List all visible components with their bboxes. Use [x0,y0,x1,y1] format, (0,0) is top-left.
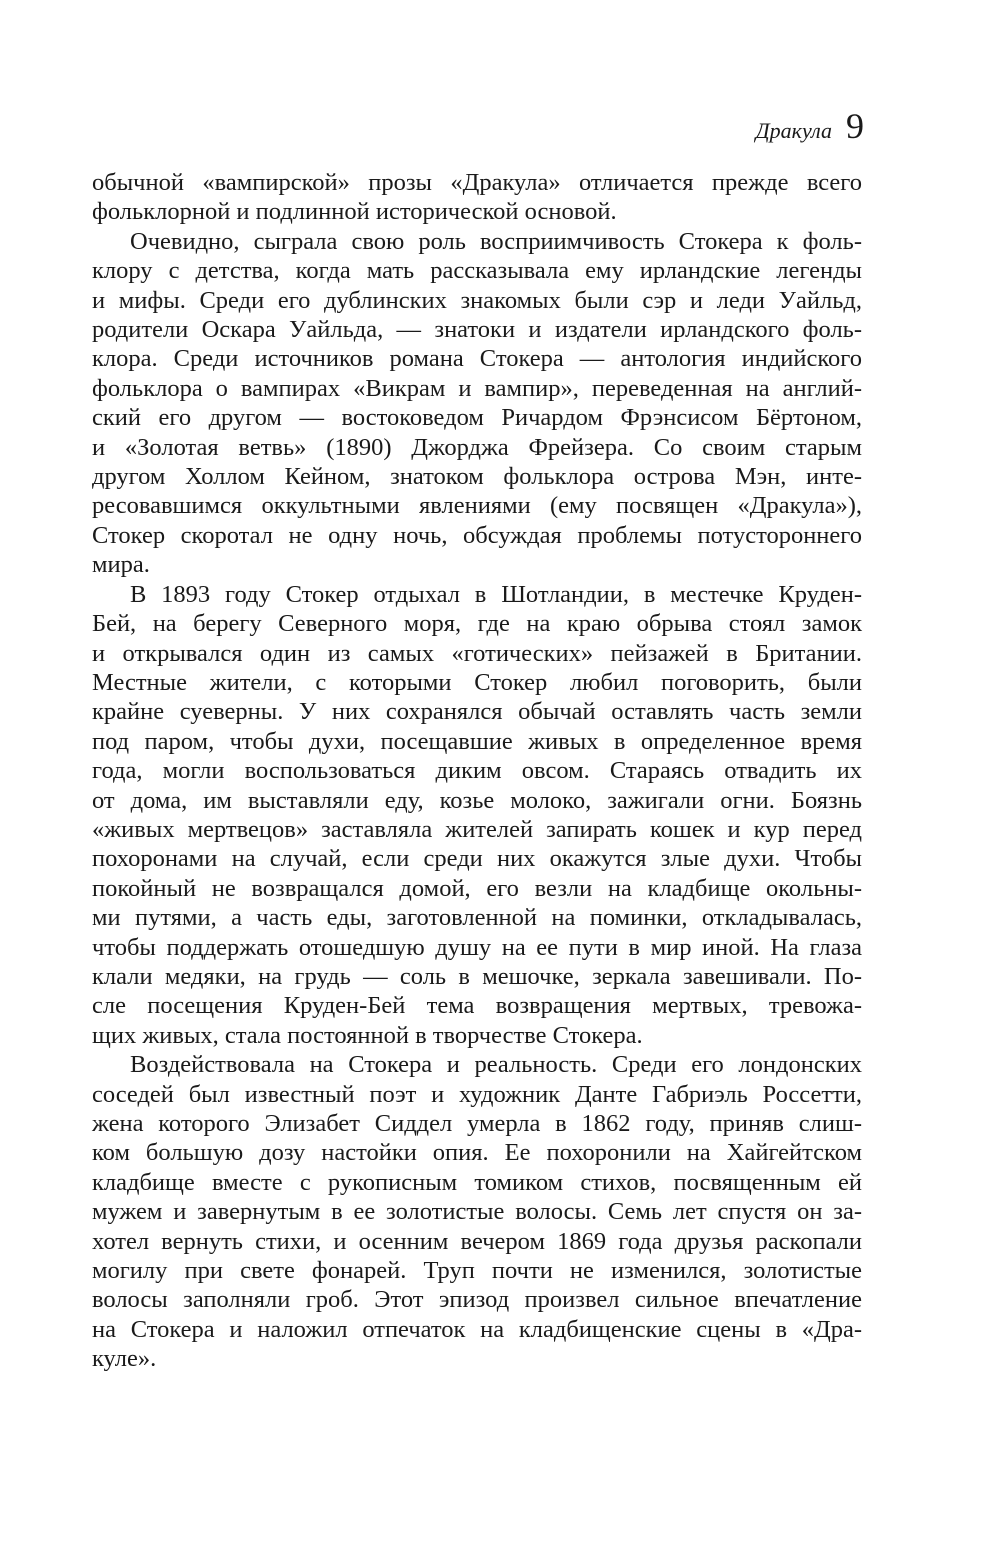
text-line: и «Золотая ветвь» (1890) Джорджа Фрейзера. Со своим старым [92,433,862,461]
paragraph [92,227,862,580]
text-line: под паром, чтобы духи, посещавшие живых в определенное время [92,727,862,755]
text-line: соседей был известный поэт и художник Данте Габриэль Россетти, [92,1080,862,1108]
text-line: сле посещения Круден-Бей тема возвращения мертвых, тревожа- [92,992,862,1020]
paragraph [92,1050,862,1373]
text-line: куле». [92,1345,157,1373]
text-line: ский его другом — востоковедом Ричардом Фрэнсисом Бёртоном, [92,404,862,432]
text-line: мира. [92,551,150,579]
text-line: от дома, им выставляли еду, козье молоко, зажигали огни. Боязнь [92,786,862,814]
text-line: могилу при свете фонарей. Труп почти не изменился, золотистые [92,1257,862,1285]
text-line: клора. Среди источников романа Стокера — антология индийского [92,345,862,373]
text-line: и открывался один из самых «готических» пейзажей в Британии. [92,639,862,667]
running-head [756,108,864,144]
text-line: ресовавшимся оккультными явлениями (ему посвящен «Дракула»), [92,492,862,520]
paragraph [92,168,862,227]
text-line: мужем и завернутым в ее золотистые волосы. Семь лет спустя он за- [92,1198,862,1226]
text-line: ком большую дозу настойки опия. Ее похоронили на Хайгейтском [92,1139,862,1167]
text-line: покойный не возвращался домой, его везли на кладбище окольны- [92,874,862,902]
text-line: Стокер скоротал не одну ночь, обсуждая проблемы потустороннего [92,521,862,549]
text-line: обычной «вампирской» прозы «Дракула» отличается прежде всего [92,169,862,196]
text-line: крайне суеверны. У них сохранялся обычай оставлять часть земли [92,698,862,726]
text-line: Бей, на берегу Северного моря, где на краю обрыва стоял замок [92,610,862,638]
text-line: кладбище вместе с рукописным томиком стихов, посвященным ей [92,1168,862,1196]
text-line: щих живых, стала постоянной в творчестве Стокера. [92,1021,643,1049]
text-line: похоронами на случай, если среди них окажутся злые духи. Чтобы [92,845,862,873]
text-line: фольклора о вампирах «Викрам и вампир», переведенная на англий- [92,374,862,402]
text-line: фольклорной и подлинной исторической основой. [92,198,617,226]
text-line: другом Холлом Кейном, знатоком фольклора острова Мэн, инте- [92,463,862,491]
text-line: и мифы. Среди его дублинских знакомых были сэр и леди Уайльд, [92,286,862,314]
text-line: ми путями, а часть еды, заготовленной на поминки, откладывалась, [92,904,862,932]
text-line: клору с детства, когда мать рассказывала ему ирландские легенды [92,257,862,285]
text-line: «живых мертвецов» заставляла жителей запирать кошек и кур перед [92,815,862,843]
text-line: на Стокера и наложил отпечаток на кладбищенские сцены в «Дра- [92,1315,862,1343]
paragraph [92,580,862,1051]
text-line: Местные жители, с которыми Стокер любил поговорить, были [92,668,862,696]
text-line: года, могли воспользоваться диким овсом. Стараясь отвадить их [92,757,862,785]
text-line: клали медяки, на грудь — соль в мешочке, зеркала завешивали. По- [92,962,862,990]
text-line: родители Оскара Уайльда, — знатоки и издатели ирландского фоль- [92,316,862,344]
text-line: жена которого Элизабет Сиддел умерла в 1862 году, приняв слиш- [92,1110,862,1137]
page-number: 9 [846,106,864,146]
running-title: Дракула [755,118,832,143]
body-text [92,168,862,1374]
text-line: волосы заполняли гроб. Этот эпизод произвел сильное впечатление [92,1286,862,1314]
text-line: В 1893 году Стокер отдыхал в Шотландии, в местечке Круден- [130,580,862,608]
text-line: чтобы поддержать отошедшую душу на ее пути в мир иной. На глаза [92,933,862,961]
text-line: Очевидно, сыграла свою роль восприимчивость Стокера к фоль- [130,227,862,255]
text-line: Воздействовала на Стокера и реальность. Среди его лондонских [130,1051,862,1079]
text-line: хотел вернуть стихи, и осенним вечером 1869 года друзья раскопали [92,1227,862,1255]
